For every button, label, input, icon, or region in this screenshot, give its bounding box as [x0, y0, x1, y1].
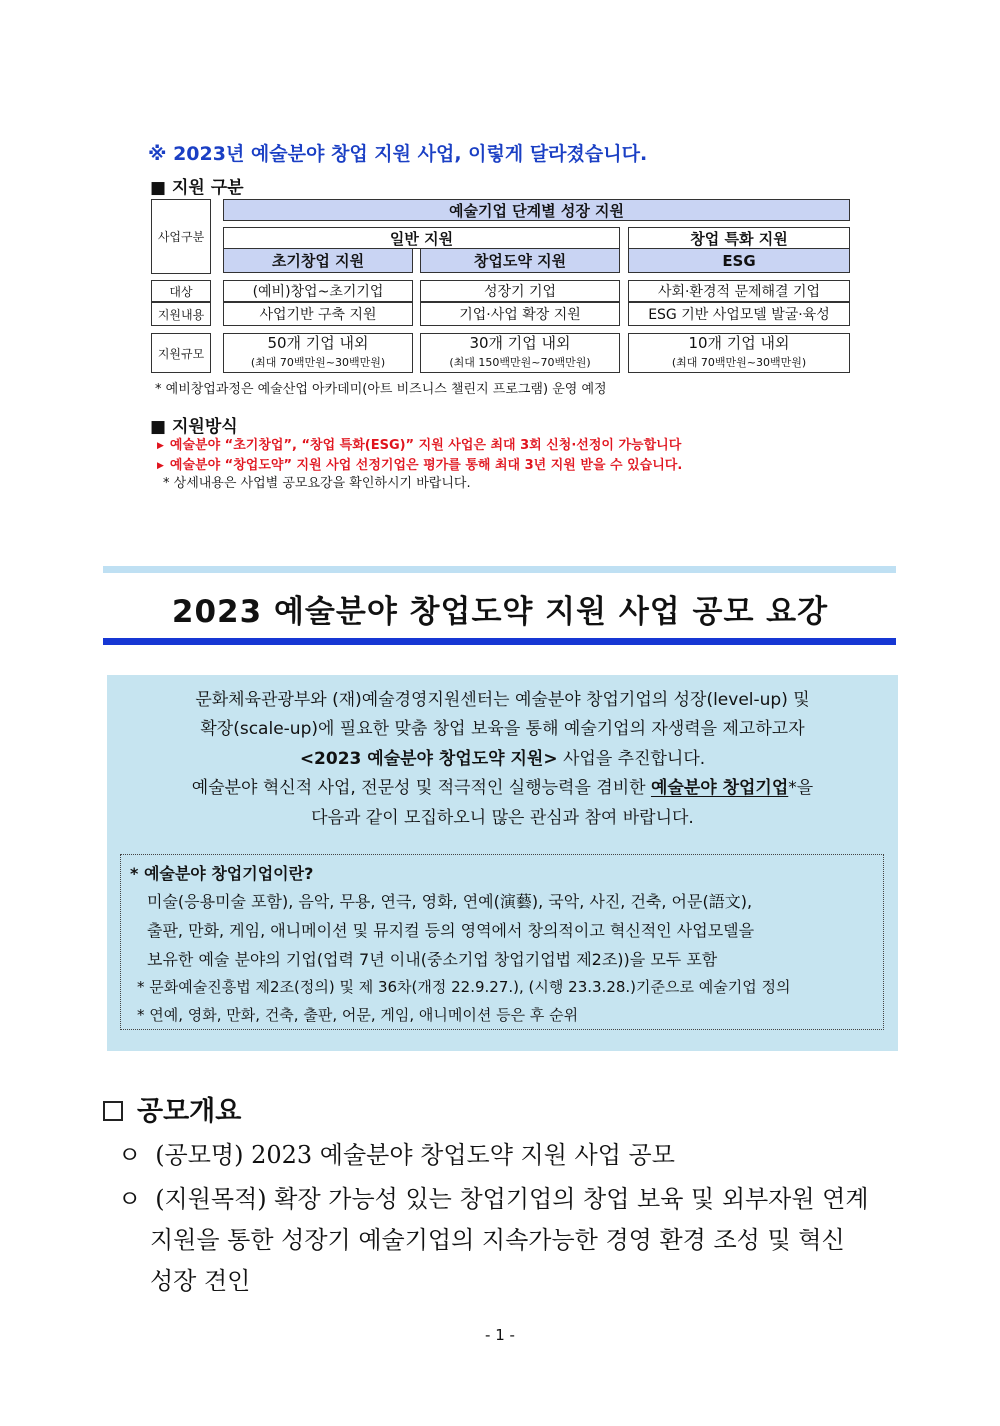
- item-2-line-2: 지원을 통한 성장기 예술기업의 지속가능한 경영 환경 조성 및 혁신: [150, 1226, 845, 1254]
- notice-title: ※ 2023년 예술분야 창업 지원 사업, 이렇게 달라졌습니다.: [148, 143, 648, 165]
- scale-leap-amount: (최대 150백만원~70백만원): [449, 356, 591, 369]
- support-heading: ■ 지원 구분: [150, 178, 244, 198]
- circle-bullet-icon: ㅇ: [118, 1185, 142, 1213]
- cell-content-initial: 사업기반 구축 지원: [223, 302, 413, 326]
- method-bullet-1-text: 예술분야 “초기창업”, “창업 특화(ESG)” 지원 사업은 최대 3회 신청·선정이 가능합니다: [169, 438, 682, 453]
- cell-scale-esg: [628, 333, 850, 373]
- scale-leap-count: 30개 기업 내외: [469, 334, 571, 352]
- col-initial-startup: 초기창업 지원: [223, 248, 413, 273]
- intro-line-2: 확장(scale-up)에 필요한 맞춤 창업 보육을 통해 예술기업의 자생력을 제고하고자: [200, 719, 805, 739]
- intro-line-3-rest: 사업을 추진합니다.: [557, 749, 706, 769]
- definition-body-3: 보유한 예술 분야의 기업(업력 7년 이내(중소기업 창업기업법 제2조))을 모두 포함: [147, 950, 718, 969]
- overview-heading: [103, 1089, 241, 1128]
- overview-item-1: [118, 1135, 675, 1170]
- row-label-target: 대상: [151, 280, 211, 302]
- cell-target-initial: (예비)창업~초기기업: [223, 280, 413, 302]
- group-special-header: 창업 특화 지원: [628, 227, 850, 249]
- intro-line-4: [107, 774, 898, 804]
- page-number: - 1 -: [485, 1326, 515, 1344]
- definition-body-1: 미술(응용미술 포함), 음악, 무용, 연극, 영화, 연예(演藝), 국악, 사진, 건축, 어문(語文),: [147, 892, 753, 911]
- method-bullet-2: [157, 454, 682, 473]
- page-title: 2023 예술분야 창업도약 지원 사업 공모 요강: [171, 594, 829, 630]
- group-general-header: 일반 지원: [223, 227, 620, 249]
- definition-note-2: * 연예, 영화, 만화, 건축, 출판, 어문, 게임, 애니메이션 등은 후 순위: [137, 1006, 579, 1024]
- intro-line-4-post: *을: [788, 778, 814, 798]
- overview-item-2: [118, 1179, 869, 1214]
- overview-heading-text: 공모개요: [137, 1096, 242, 1127]
- definition-title: * 예술분야 창업기업이란?: [130, 864, 314, 883]
- cell-content-esg: ESG 기반 사업모델 발굴·육성: [628, 302, 850, 326]
- cell-scale-leap: [420, 333, 620, 373]
- method-bullet-2-text: 예술분야 “창업도약” 지원 사업 선정기업은 평가를 통해 최대 3년 지원 받을 수 있습니다.: [169, 458, 683, 473]
- method-heading: ■ 지원방식: [150, 417, 238, 437]
- item-2-label: (지원목적): [155, 1185, 267, 1213]
- item-1-label: (공모명): [155, 1141, 244, 1169]
- row-label-scale: 지원규모: [151, 333, 211, 373]
- intro-line-5: 다음과 같이 모집하오니 많은 관심과 참여 바랍니다.: [311, 808, 694, 828]
- intro-line-1: 문화체육관광부와 (재)예술경영지원센터는 예술분야 창업기업의 성장(level-up) 및: [195, 690, 810, 710]
- col-esg: ESG: [628, 248, 850, 273]
- title-rule-bottom: [103, 638, 896, 645]
- definition-note-1: * 문화예술진흥법 제2조(정의) 및 제 36차(개정 22.9.27.), (시행 23.3.28.)기준으로 예술기업 정의: [137, 978, 791, 996]
- cell-scale-initial: [223, 333, 413, 373]
- target-emphasis: 예술분야 창업기업: [650, 778, 789, 798]
- scale-initial-count: 50개 기업 내외: [267, 334, 369, 352]
- triangle-bullet-icon: ▶: [157, 461, 164, 471]
- row-label-content: 지원내용: [151, 302, 211, 326]
- cell-content-leap: 기업·사업 확장 지원: [420, 302, 620, 326]
- method-bullet-1: [157, 434, 681, 453]
- cell-target-leap: 성장기 기업: [420, 280, 620, 302]
- program-name: <2023 예술분야 창업도약 지원>: [299, 749, 558, 769]
- item-2-line-1: 확장 가능성 있는 창업기업의 창업 보육 및 외부자원 연계: [266, 1185, 869, 1213]
- item-2-line-3: 성장 견인: [150, 1267, 251, 1295]
- scale-esg-count: 10개 기업 내외: [688, 334, 790, 352]
- title-rule-top: [103, 566, 896, 573]
- definition-body-2: 출판, 만화, 게임, 애니메이션 및 뮤지컬 등의 영역에서 창의적이고 혁신적인 사업모델을: [147, 921, 755, 940]
- cell-target-esg: 사회·환경적 문제해결 기업: [628, 280, 850, 302]
- checkbox-square-icon: [103, 1101, 123, 1121]
- scale-esg-amount: (최대 70백만원~30백만원): [671, 356, 807, 369]
- circle-bullet-icon: ㅇ: [118, 1141, 142, 1169]
- triangle-bullet-icon: ▶: [157, 441, 164, 451]
- intro-line-3: [107, 745, 898, 775]
- item-1-text: 2023 예술분야 창업도약 지원 사업 공모: [243, 1141, 675, 1169]
- intro-line-4-pre: 예술분야 혁신적 사업, 전문성 및 적극적인 실행능력을 겸비한: [191, 778, 651, 798]
- method-note: * 상세내용은 사업별 공모요강을 확인하시기 바랍니다.: [163, 476, 471, 491]
- top-header: 예술기업 단계별 성장 지원: [223, 199, 850, 221]
- table-footnote: * 예비창업과정은 예술산업 아카데미(아트 비즈니스 챌린지 프로그램) 운영 예정: [155, 382, 607, 397]
- row-header-type: 사업구분: [151, 199, 211, 274]
- col-startup-leap: 창업도약 지원: [420, 248, 620, 273]
- scale-initial-amount: (최대 70백만원~30백만원): [250, 356, 386, 369]
